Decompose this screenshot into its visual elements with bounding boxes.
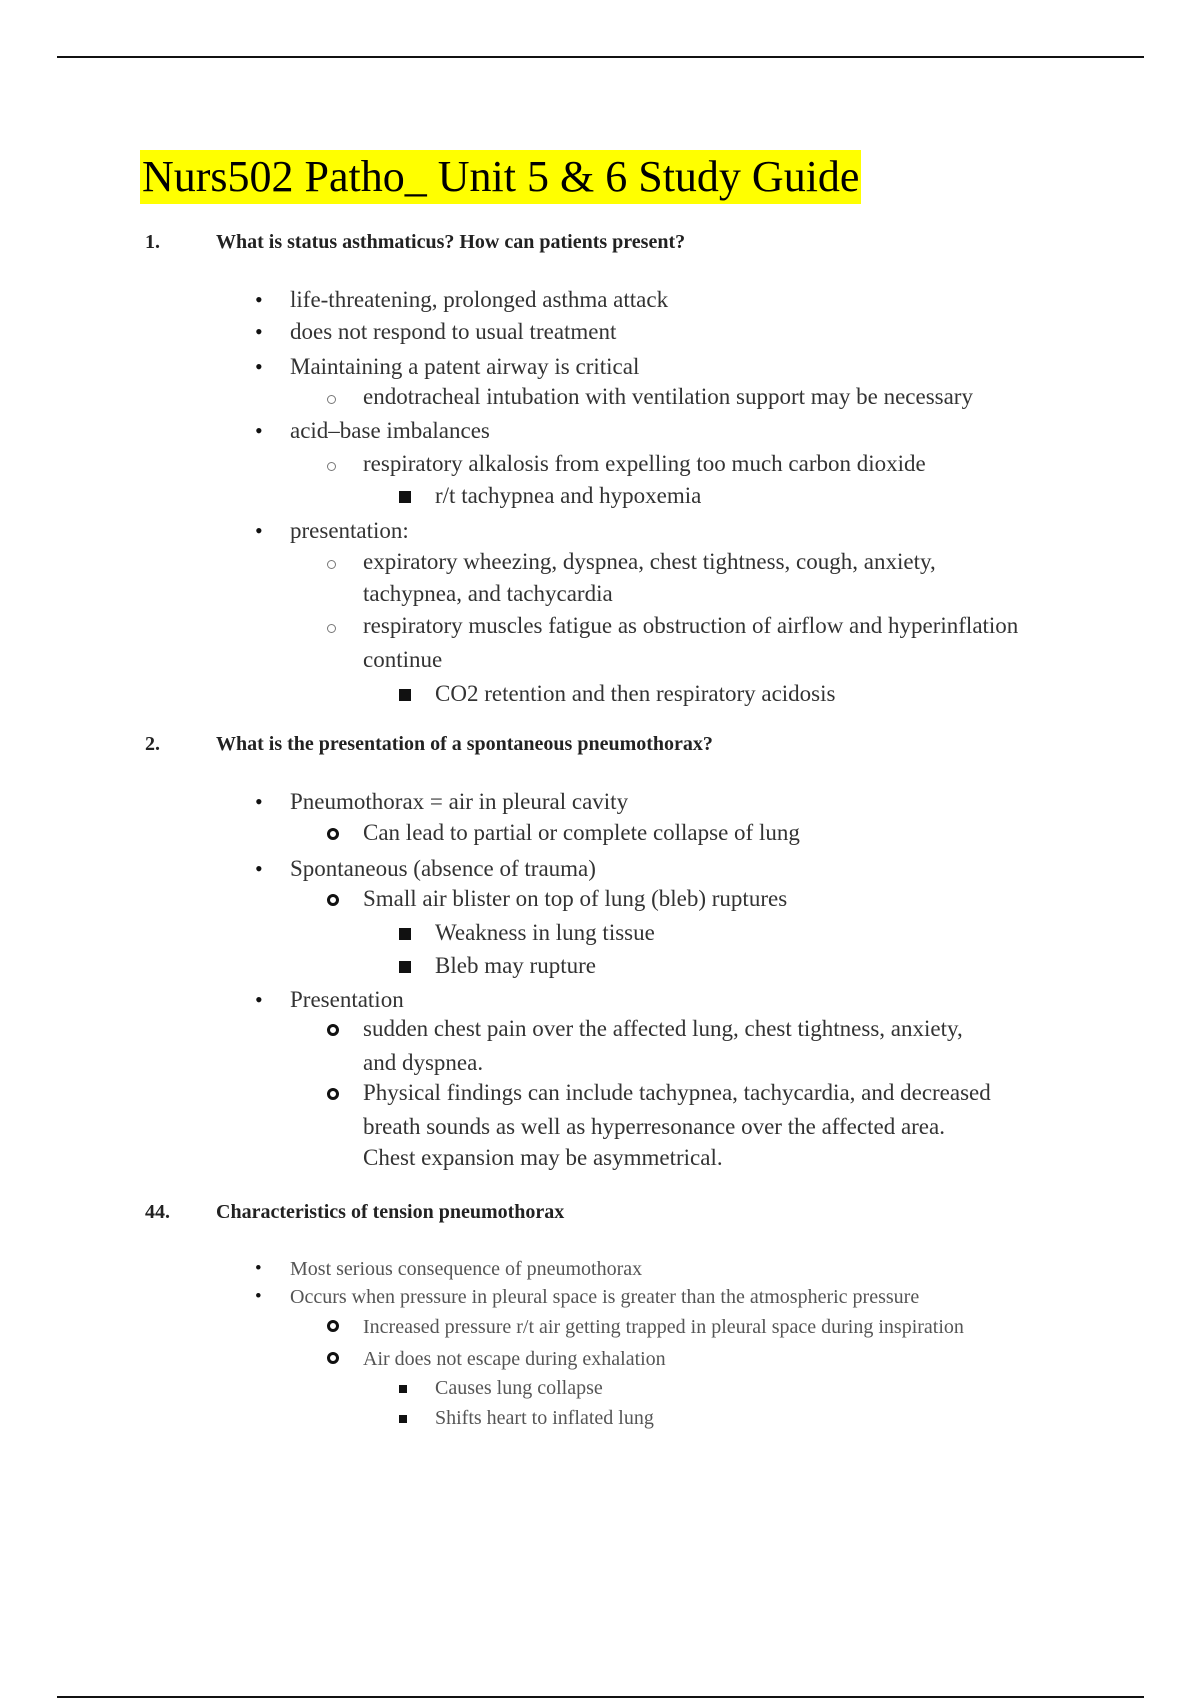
- square-bullet-icon: [399, 677, 411, 710]
- top-rule: [57, 56, 1144, 58]
- list-item: continue: [363, 647, 443, 672]
- circle-bullet-icon: [327, 1312, 339, 1342]
- list-item: endotracheal intubation with ventilation support may be necessary: [363, 384, 973, 409]
- question-number: 44.: [145, 1201, 170, 1223]
- square-bullet-icon: [399, 1373, 407, 1403]
- list-item: Physical findings can include tachypnea, tachycardia, and decreased: [363, 1080, 991, 1105]
- list-item: acid–base imbalances: [290, 418, 490, 443]
- bullet-icon: •: [255, 319, 263, 344]
- list-item: breath sounds as well as hyperresonance over the affected area.: [363, 1114, 945, 1139]
- question-text: What is the presentation of a spontaneous pneumothorax?: [216, 733, 713, 755]
- list-item: and dyspnea.: [363, 1050, 484, 1075]
- bullet-icon: •: [255, 354, 263, 379]
- question-number: 2.: [145, 733, 160, 755]
- circle-bullet-icon: [327, 447, 336, 480]
- list-item: Causes lung collapse: [435, 1377, 603, 1399]
- list-item: Occurs when pressure in pleural space is greater than the atmospheric pressure: [290, 1286, 920, 1308]
- circle-bullet-icon: [327, 1076, 339, 1109]
- square-bullet-icon: [399, 1403, 407, 1433]
- list-item: Spontaneous (absence of trauma): [290, 856, 596, 881]
- list-item: respiratory alkalosis from expelling too much carbon dioxide: [363, 451, 926, 476]
- square-bullet-icon: [399, 916, 411, 949]
- list-item: expiratory wheezing, dyspnea, chest tightness, cough, anxiety,: [363, 549, 936, 574]
- page-title: Nurs502 Patho_ Unit 5 & 6 Study Guide: [140, 150, 861, 204]
- list-item: Can lead to partial or complete collapse of lung: [363, 820, 800, 845]
- circle-bullet-icon: [327, 609, 336, 642]
- question-number: 1.: [145, 231, 160, 253]
- bullet-icon: •: [255, 418, 263, 443]
- list-item: Increased pressure r/t air getting trapped in pleural space during inspiration: [363, 1316, 964, 1338]
- circle-bullet-icon: [327, 816, 339, 849]
- list-item: Air does not escape during exhalation: [363, 1348, 666, 1370]
- list-item: Maintaining a patent airway is critical: [290, 354, 640, 379]
- list-item: presentation:: [290, 518, 409, 543]
- circle-bullet-icon: [327, 1344, 339, 1374]
- list-item: Chest expansion may be asymmetrical.: [363, 1145, 723, 1170]
- list-item: r/t tachypnea and hypoxemia: [435, 483, 702, 508]
- list-item: Pneumothorax = air in pleural cavity: [290, 789, 629, 814]
- square-bullet-icon: [399, 949, 411, 982]
- square-bullet-icon: [399, 479, 411, 512]
- list-item: Shifts heart to inflated lung: [435, 1407, 654, 1429]
- bullet-icon: •: [255, 789, 263, 814]
- bullet-icon: •: [255, 287, 263, 312]
- circle-bullet-icon: [327, 380, 336, 413]
- list-item: Weakness in lung tissue: [435, 920, 655, 945]
- bullet-icon: •: [255, 518, 263, 543]
- bullet-icon: •: [255, 1258, 262, 1279]
- list-item: Small air blister on top of lung (bleb) ruptures: [363, 886, 788, 911]
- list-item: life-threatening, prolonged asthma attack: [290, 287, 669, 312]
- question-text: Characteristics of tension pneumothorax: [216, 1201, 565, 1223]
- question-text: What is status asthmaticus? How can patients present?: [216, 231, 686, 253]
- list-item: Most serious consequence of pneumothorax: [290, 1258, 643, 1280]
- list-item: CO2 retention and then respiratory acidosis: [435, 681, 836, 706]
- circle-bullet-icon: [327, 1012, 339, 1045]
- bullet-icon: •: [255, 987, 263, 1012]
- list-item: respiratory muscles fatigue as obstruction of airflow and hyperinflation: [363, 613, 1019, 638]
- bullet-icon: •: [255, 1286, 262, 1307]
- circle-bullet-icon: [327, 545, 336, 578]
- list-item: Bleb may rupture: [435, 953, 596, 978]
- bullet-icon: •: [255, 856, 263, 881]
- list-item: does not respond to usual treatment: [290, 319, 617, 344]
- circle-bullet-icon: [327, 882, 339, 915]
- bottom-rule: [57, 1696, 1144, 1698]
- list-item: Presentation: [290, 987, 404, 1012]
- list-item: tachypnea, and tachycardia: [363, 581, 613, 606]
- list-item: sudden chest pain over the affected lung, chest tightness, anxiety,: [363, 1016, 963, 1041]
